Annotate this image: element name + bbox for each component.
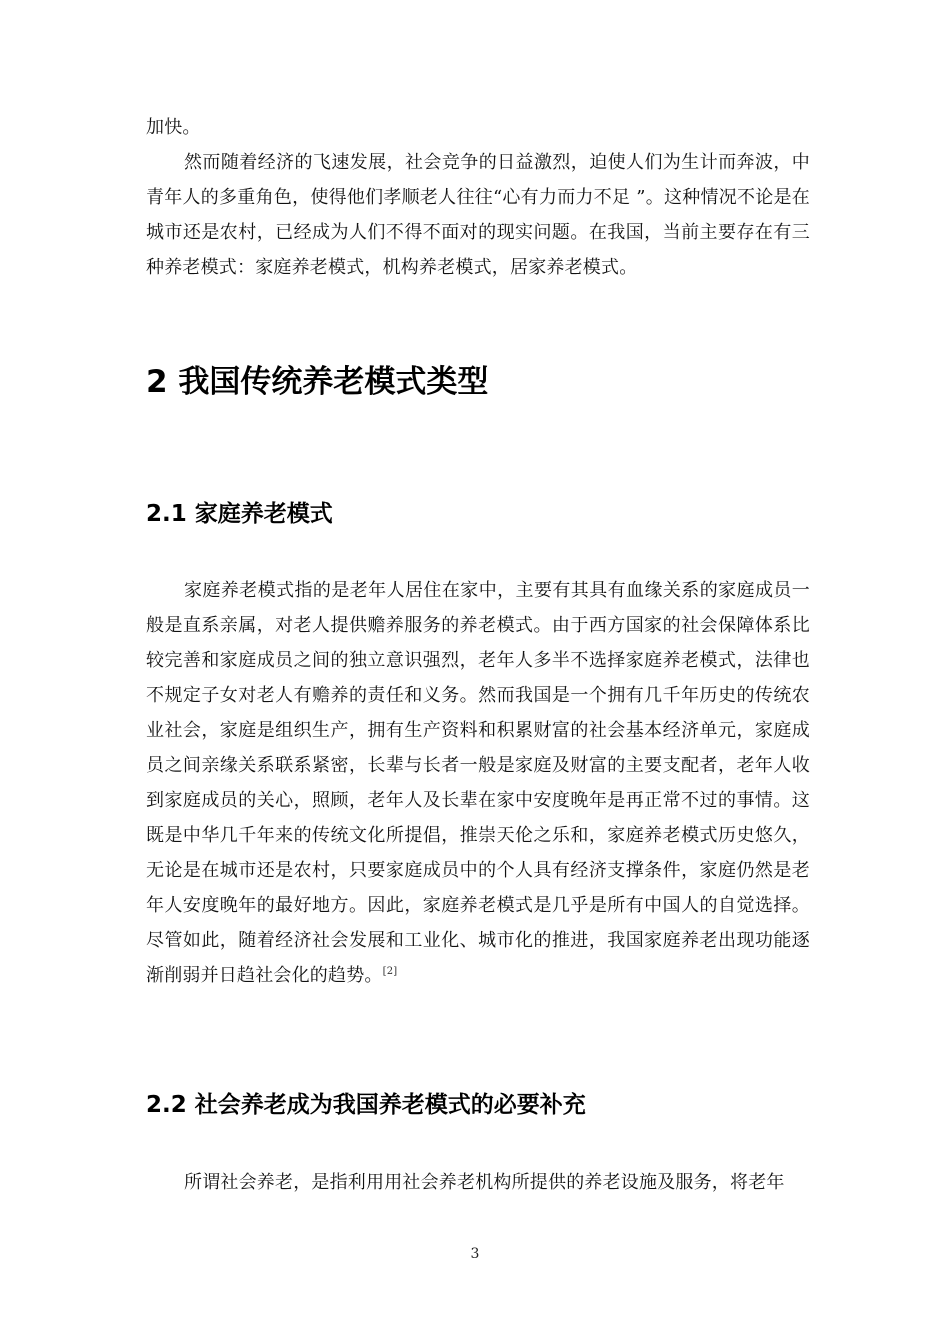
page-number: 3: [470, 1246, 480, 1262]
intro-tail-text: 加快。: [146, 117, 201, 138]
citation-marker: [2]: [382, 966, 398, 977]
intro-paragraph: 然而随着经济的飞速发展，社会竞争的日益激烈，迫使人们为生计而奔波，中青年人的多重角色，使得他们孝顺老人往往“心有力而力不足 ”。这种情况不论是在城市还是农村，已经成为人们不得不面对的现实问题。在我国，当前主要存在有三种养老模式：家庭养老模式，机构养老模式，居家养老模式。: [146, 152, 810, 278]
section-2-1-paragraph: [146, 573, 810, 993]
section-2-1-heading: 2.1 家庭养老模式: [146, 501, 333, 527]
section-2-2-paragraph: 所谓社会养老，是指利用用社会养老机构所提供的养老设施及服务，将老年: [184, 1172, 785, 1193]
section-2-heading: 2 我国传统养老模式类型: [146, 364, 489, 400]
section-2-2-heading: 2.2 社会养老成为我国养老模式的必要补充: [146, 1092, 586, 1118]
section-2-1-body-text: 家庭养老模式指的是老年人居住在家中，主要有其具有血缘关系的家庭成员一般是直系亲属，对老人提供赡养服务的养老模式。由于西方国家的社会保障体系比较完善和家庭成员之间的独立意识强烈，老年人多半不选择家庭养老模式，法律也不规定子女对老人有赡养的责任和义务。然而我国是一个拥有几千年历史的传统农业社会，家庭是组织生产，拥有生产资料和积累财富的社会基本经济单元，家庭成员之间亲缘关系联系紧密，长辈与长者一般是家庭及财富的主要支配者，老年人收到家庭成员的关心，照顾，老年人及长辈在家中安度晚年是再正常不过的事情。这既是中华几千年来的传统文化所提倡，推崇天伦之乐和，家庭养老模式历史悠久，无论是在城市还是农村，只要家庭成员中的个人具有经济支撑条件，家庭仍然是老年人安度晚年的最好地方。因此，家庭养老模式是几乎是所有中国人的自觉选择。尽管如此，随着经济社会发展和工业化、城市化的推进，我国家庭养老出现功能逐渐削弱并日趋社会化的趋势。: [146, 580, 810, 986]
